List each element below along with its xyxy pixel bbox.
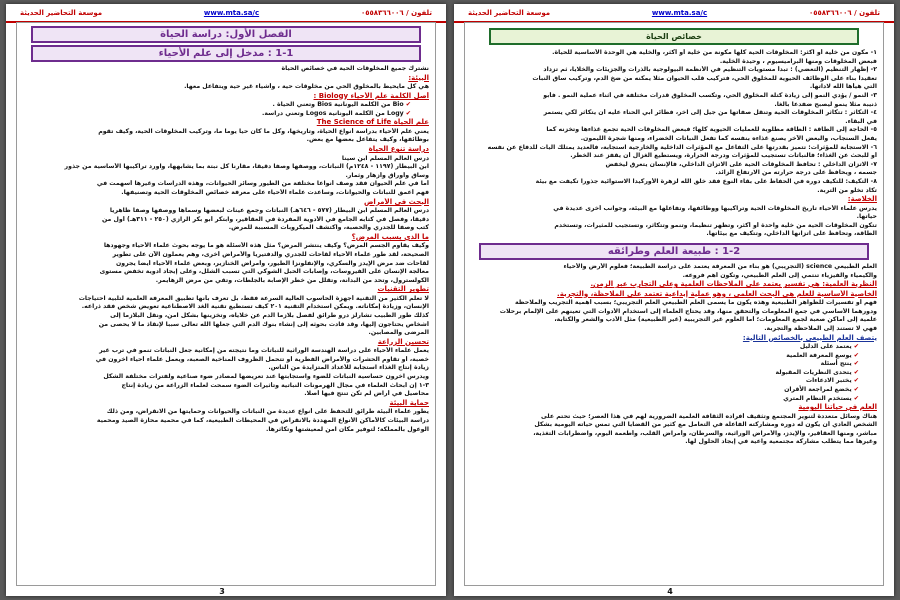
section-heading: تطوير التقنيات: [377, 285, 429, 294]
section-heading: البحث في الأمراض: [364, 197, 429, 206]
text-line: يفعل السنجاب، والبعض الآخر يصنع غذاءه بنفسه كما تفعل النباتات الخضراء، ومنها شجرة الليمون.: [580, 134, 877, 142]
text-line: كذلك طور الطبيب تشارلز درو طرائق لفصل بلازما الدم عن خلاياه، وتخزينها بشكل آمن، ونقل البلازما إلى: [110, 311, 429, 319]
text-line: الكولسترول، وتحد من البدانة، وتقلل من خطر الإصابة بالجلطات، وتقي من مرض الزهايمر.: [155, 276, 429, 284]
text-line: محاصيل في أراض لم تكن تنتج فيها أصلا.: [304, 390, 429, 398]
checklist-item: ✔ يختبر الادعاءات: [471, 377, 877, 386]
section-heading: ما الذي يسبب المرض؟: [351, 232, 429, 241]
checklist-item: ✔ Bio من الكلمة اليونانية Bios وتعني الحياة .: [23, 101, 429, 110]
text-line: دراسة البيئات كالأماكن الأنواع المهددة بالانقراض في المحيطات الطبيعية، كما في محمية محازة الصيد ومحمية: [96, 416, 429, 424]
header-title: موسعة التحاضير الحديثة: [20, 9, 103, 17]
text-line: علمية إلى أماكن صعبة لجمع المعلومات؛ أما العلوم غير التجريبية (غير الطبيعية) مثل الأدب والشعر والكتابة،: [554, 316, 877, 324]
text-line: نشترك جميع المخلوقات الحية في خصائص الحياة: [281, 65, 429, 72]
checklist-item: ✔ يتحدى النظريات المقبولة: [471, 369, 877, 378]
text-line: أشخاص يحتاجون إليها، وقد قادت بحوثه إلى إنشاء بنوك الدم التي جعلها الله تعالى سببا لإنقاذ ما لا يحصى من: [98, 320, 429, 328]
page-content-bottom: [471, 263, 877, 447]
text-line: ٣- النمو / يؤدي النمو إلى زيادة كتلة المخلوق الحي، وتكسب المخلوق قدرات مختلفة في أثناء عملية النمو . فأبو: [543, 91, 877, 99]
text-line: المرضى والمصابين.: [368, 329, 429, 337]
text-line: ويدرس آخرون حساسية النباتات للضوء واستجابتها عند تعريضها لمصادر ضوء صناعية ولفترات مختلفة الشكل: [103, 373, 429, 381]
text-line: تعقيدا بناء على الوظائف الحيوية للمخلوق الحي، فتركيب قلب الحيوان مثلا يمكنه من ضخ الدم، وتركيب ساق النبات: [532, 74, 877, 82]
section-heading: يتصف العلم الطبيعي بالخصائص التالية:: [742, 333, 877, 342]
page-frame: [16, 22, 436, 586]
text-line: فهم أو تفسيرات للظواهر الطبيعية وهذه يكون ما يسمى العلم الطبيعي العلم التجريبي؛ بسبب أهمية التجريب والملاحظة: [515, 299, 877, 307]
header-phone: تلفون / ٠٥٥٨٣٦٦٠٠٦: [360, 9, 432, 17]
lesson-title: 1-2 : طبيعة العلم وطرائقه: [479, 243, 869, 260]
page-number: 4: [667, 587, 673, 596]
checklist-item: ✔ ينتج أسئلة: [471, 360, 877, 369]
page-header: [454, 4, 894, 23]
section-heading: الخلاصة:: [847, 195, 877, 204]
section-title: خصائص الحياة: [489, 28, 859, 45]
text-line: زيادة إنتاج الغذاء استجابة للأعداد المتزايدة من الناس.: [268, 364, 429, 372]
text-line: يعمل علماء الأحياء على دراسة الهندسة الوراثية للنباتات وما نتيجته من إمكانية جعل النباتات تنمو في ترب غير: [99, 347, 429, 355]
page-content-top: [471, 49, 877, 239]
text-line: ذنيبة مثلا ينمو ليصبح ضفدعا بالغا.: [774, 100, 877, 108]
text-line: هي كل مايحيط بالمخلوق الحي من مخلوقات حية ، وأشياء غير حية ويتفاعل معها.: [184, 83, 429, 91]
section-heading: علم الحياة The Science of Life: [316, 118, 429, 127]
text-line: ابن البيطار (١١٩٧ - ١٢٤٨م) النباتات، ووصفها وصفا دقيقا، مقارنا كل نبتة بما يشابهها، واورد تراكيبها الأساسية من جذور: [64, 163, 429, 171]
checklist-item: ✔ يوسع المعرفة العلمية: [471, 352, 877, 361]
chapter-title: الفصل الأول: دراسة الحياة: [31, 26, 421, 43]
text-line: درس العالم المسلم ابن سينا: [341, 154, 429, 162]
section-heading: حماية البيئة: [389, 398, 429, 407]
text-line: والكيمياء والفيزياء تنتمي إلى العلم الطبيعي، وتكون أهم فروعه.: [682, 271, 877, 279]
header-title: موسعة التحاضير الحديثة: [468, 9, 551, 17]
section-heading: العلم في حياتنا اليومية: [798, 403, 877, 412]
text-line: مباشر، ومنها العقاقير، والإيدز، والأمراض الوراثية، والسرطان، وأمراض القلب، وأطعمة اليوم، واضطرابات التغذية،: [533, 429, 877, 437]
page-frame: [464, 22, 884, 586]
section-heading: البيئة:: [408, 73, 429, 82]
text-line: حياتها.: [856, 213, 877, 221]
text-line: الصحيحة، لقد طور علماء الأحياء لقاحات للجدري والدفتيريا والأمراض أخرى، وهم يعملون الآن على تطوير: [112, 250, 429, 258]
text-line: جسمه ، ويحافظ على درجة حرارته من الارتفاع الزائد.: [715, 169, 877, 177]
text-line: يطور علماء البيئة طرائق للتحفظ على أنواع عديدة من النباتات والحيوانات وحمايتها من الانقراض، ومن ذلك: [106, 408, 429, 416]
text-line: تتكون المخلوقات الحية من خلية واحدة أو أكثر، وتظهر تنظيما، وتنمو وتتكاثر، وتستجيب للمثيرات، وتستخدم: [554, 221, 877, 229]
text-line: ١- مكون من خلية أو اكثر: المخلوقات الحية كلها مكونة من خلية أو أكثر، والخلية هي الوحدة الأساسية للحياة.: [552, 49, 877, 56]
text-line: في البقاء.: [845, 117, 877, 125]
checklist-item: ✔ يستخدم النظام المتري: [471, 395, 877, 404]
page-content: [23, 65, 429, 434]
text-line: التي هيأها الله لاداتها.: [809, 83, 877, 91]
text-line: معالجة الإنسان على الفيروسات، وإصابات الحبل الشوكي التي تسبب الشلل، وعلى إيجاد أدوية تخفض مستوى: [99, 268, 429, 276]
text-line: ٥- الحاجة إلى الطاقة : الطاقة مطلوبة للعمليات الحيوية كلها؛ فبعض المخلوقات الحية تجمع غذاءها وتخزنه كما: [546, 126, 877, 134]
text-line: وكيف يقاوم الجسم المرض؟ وكيف ينتشر المرض؟ مثل هذه الأسئلة هو ما يوجه بحوث علماء الأحياء وجهودها: [103, 242, 429, 250]
section-heading: تحسين الزراعة: [377, 337, 429, 346]
text-line: الإنسان، وزيادة إمكاناته. ويمكن استخدام التقنية ٢٠١ كيف تستطيع تقنية الغد الاصطناعية تعويض شخص فقد ذراعه.: [81, 303, 429, 311]
text-line: الشخص العادي أن يكون له دوره ومشاركته الفاعلة في التعامل مع كثير من القضايا التي تمس حياته اليومية بشكل: [534, 421, 877, 429]
checklist-item: ✔ يخضع لمراجعة الأقران: [471, 386, 877, 395]
text-line: بوظائفها، وكيف يتفاعل بعضها مع بعض.: [306, 136, 429, 144]
header-website-link[interactable]: www.mta.sa/c: [203, 9, 260, 17]
text-line: ٦- الاستجابة للمؤثرات: تتميز بقدرتها على التفاعل مع المؤثرات الداخلية والخارجية استجابة، فالعديد يمتلك آليات للدفاع عن نفسه: [487, 143, 877, 151]
text-line: الطاقة، وتحافظ على اتزانها الداخلي، وتتكيف مع بيئاتها.: [706, 230, 877, 238]
text-line: درس العالم المسلم ابن البيطار (٥٧٧ - ٦٤٦هـ) النباتات وجمع عينات لبعضها وسماها ووصفها وصفا ظاهريا: [109, 207, 429, 215]
section-heading: الخاصية الأساسية للعلم هي البحث العلمي ، وهو عملية إبداعية تعتمد على الملاحظة، والتجربة.: [557, 289, 877, 298]
text-line: لقاحات ضد مرض الإيدز والسكري، والإنفلونزا الطيور، وأمراض الخنازير، وبعض علماء الأحياء أيضا يجرون: [116, 259, 429, 267]
text-line: ٧- الاتزان الداخلي : تحافظ المخلوقات الحية على الاتزان الداخلي، فالإنسان يتعرق ليخفض: [605, 160, 877, 168]
text-line: دقيقا، وفصل في كتابه الجامع في الأدوية المفردة في العقاقير، وابتكر أبو بكر الرازي (٢٥٠ - ٣١١هـ) أول من: [101, 215, 429, 223]
header-website-link[interactable]: www.mta.sa/c: [651, 9, 708, 17]
document-page-4: [454, 4, 894, 596]
text-line: العلم الطبيعي science (التجريبي) هو بناء من المعرفة يعتمد على دراسة الطبيعة؛ فعلوم الأرض والأحياء: [563, 262, 877, 270]
section-heading: أصل الكلمة علم الأحياء Biology :: [313, 91, 429, 100]
text-line: ٨- التكيف: للتكيف دوره في الحفاظ على بقاء النوع فقد خلق الله لزهرة الأوركيدا الاستوائية جذورا تكيفت مع بيئة: [535, 177, 877, 185]
text-line: تكاد تخلو من التربة.: [817, 186, 877, 194]
page-header: [6, 4, 446, 23]
text-line: ٣-١ إن أبحاث العلماء في مجال الهرمونات النباتية وتأثيرات الضوء سمحت لعلماء الزراعة من زيادة إنتاج: [121, 381, 429, 389]
text-line: يدرس علماء الأحياء تاريخ المخلوقات الحية وتراكيبها ووظائفها، وتفاعلها مع البيئة، وجوانب أخرى عديدة في: [553, 204, 877, 212]
text-line: لا تعلم الكثير من التقنية أجهزة الحاسوب العالية السرعة فقط، بل تعرف بأنها تطبيق المعرفة العلمية لتلبية احتياجات: [78, 294, 429, 302]
section-heading: النظرية العلمية: هي تفسير يعتمد على الملاحظات العلمية وعلى التجارب عبر الزمن.: [590, 280, 877, 289]
text-line: أو للبحث عن الغذاء؛ فالنباتات تستجيب للمؤثرات ودرجة الحرارة، ويستطيع الغزال أن يقفز عند الخطر.: [570, 152, 877, 160]
text-line: هناك وسائل متعددة لتنوير المجتمع وتثقيف أفراده الثقافة العلمية الضرورية لهم في هذا العصر؛ حيث تحتم على: [541, 412, 877, 420]
text-line: يعني علم الأحياء بدراسة أنواع الحياة، وتاريخها، وكل ما كان حيا يوما ما، وتركيب المخلوقات الحية، وكيف تقوم: [98, 127, 429, 135]
text-line: فهي لا تستند إلى الملاحظة والتجربة.: [764, 324, 877, 332]
text-line: وغيرها مما يتطلب مشاركة مجتمعية واعية في إيجاد الحلول لها.: [685, 438, 877, 446]
text-line: فهم أعمق للنباتات والحيوانات، وساعدت علماء الأحياء على معرفة خصائص المخلوقات الحية وتصنيفها.: [121, 188, 429, 196]
lesson-title: 1-1 : مدخل إلى علم الأحياء: [31, 45, 421, 62]
checklist-item: ✔ Logy من الكلمة اليونانية Logos وتعني دراسة.: [23, 110, 429, 119]
text-line: كتب وصفا للجدري والحصبة، واكتشف الميكروبات المسببة للمرض.: [228, 224, 429, 232]
text-line: الوعول بالمملكة؛ لتوفير مكان آمن لمعيشتها وتكاثرها.: [266, 425, 429, 433]
text-line: خصبة، أو تقاوم الحشرات والأمراض الفطرية أو تتحمل الظروف المناخية الصعبة، ويعمل علماء أحياء آخرون في: [95, 355, 429, 363]
text-line: وساق وأوراق وأزهار وثمار.: [345, 171, 429, 179]
section-heading: دراسة تنوع الحياة: [368, 145, 429, 154]
checklist-item: ✔ يعتمد على الدليل: [471, 343, 877, 352]
text-line: أما في علم الحيوان فقد وصف أنواعا مختلفة من الطيور وسائر الحيوانات، وهذه الدراسات وغيرها أسهمت في: [96, 180, 429, 188]
text-line: ٤- التكاثر : تتكاثر المخلوقات الحية وتنقل صفاتها من جيل إلى آخر، فطائر أبي الحناء عليه أن يتكاثر لكي يستمر: [543, 109, 877, 117]
text-line: فبعض المخلوقات ومنها البراميسيوم ، وحيدة الخلية.: [719, 57, 877, 65]
text-line: ودورهما الأساسي في جمع المعلومات والتحقق منها، وقد يحتاج العلماء إلى استخدام الأدوات التي تعينهم على الإلمام برحلات: [499, 307, 877, 315]
document-page-3: [6, 4, 446, 596]
text-line: ٢- إظهار التنظيم (التعضي) : تبدأ مستويات التنظيم في الأنظمة البيولوجية بالذرات والجزيئات والخلايا، ثم تزداد: [543, 66, 877, 74]
header-phone: تلفون / ٠٥٥٨٣٦٦٠٠٦: [808, 9, 880, 17]
page-number: 3: [219, 587, 225, 596]
